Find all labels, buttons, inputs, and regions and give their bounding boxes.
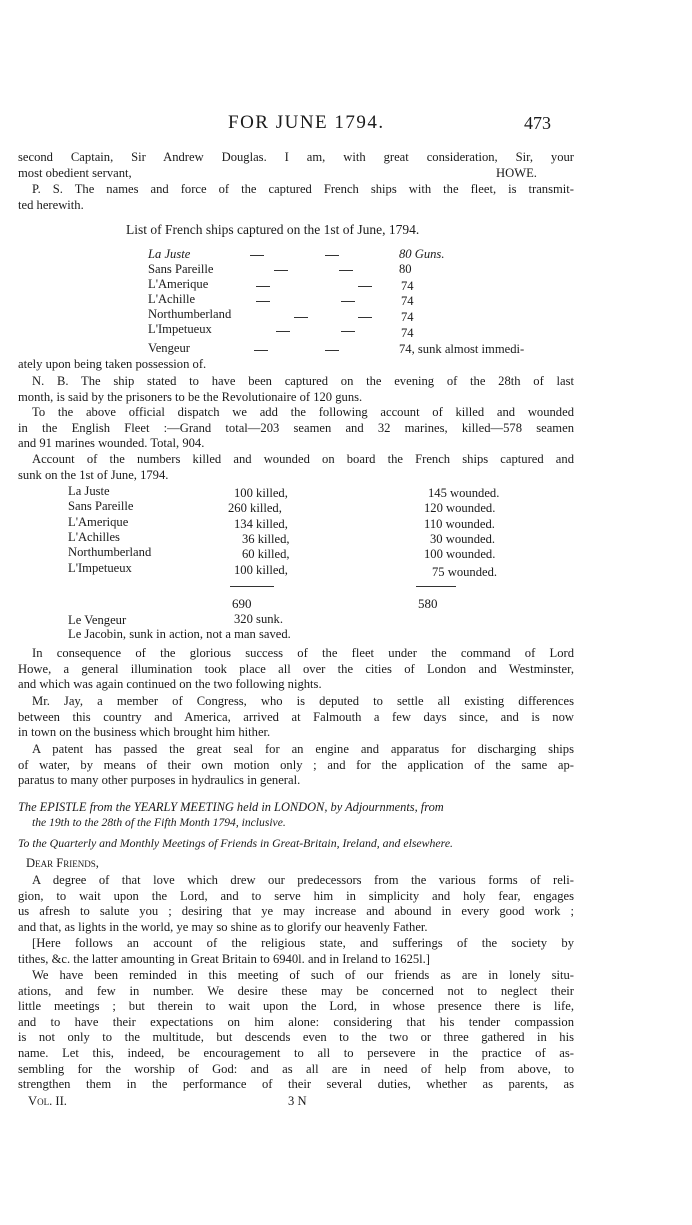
text-line: in the English Fleet :—Grand total—203 seamen and 32 marines, killed—578 seamen bbox=[18, 420, 574, 435]
epistle-paragraph bbox=[18, 873, 574, 935]
ship-guns: 80 Guns. bbox=[399, 247, 445, 261]
ship-guns: 74 bbox=[401, 310, 414, 324]
ship-guns: 74 bbox=[401, 294, 414, 308]
text-line: ations, and few in number. We desire these may be concerned not to neglect their bbox=[18, 983, 574, 998]
page-number: 473 bbox=[524, 113, 551, 133]
paragraph bbox=[18, 452, 574, 483]
postscript bbox=[18, 182, 574, 213]
letter-end bbox=[18, 150, 574, 181]
table-row-ship: L'Achilles bbox=[68, 530, 120, 544]
text-line: A patent has passed the great seal for an engine and apparatus for discharging ships bbox=[32, 742, 574, 756]
salutation: Dear Friends, bbox=[26, 856, 99, 870]
text-line: We have been reminded in this meeting of such of our friends as are in lonely situ- bbox=[32, 968, 574, 982]
text-line: A degree of that love which drew our predecessors from the various forms of reli- bbox=[32, 873, 574, 887]
volume-label: Vol. II. bbox=[28, 1094, 67, 1108]
text-line: sunk on the 1st of June, 1794. bbox=[18, 467, 169, 482]
text-line: tithes, &c. the latter amounting in Great Britain to 6940l. and in Ireland to 1625l.] bbox=[18, 951, 431, 966]
table-row-killed: 36 killed, bbox=[242, 532, 290, 546]
text-line: Howe, a general illumination took place all over the cities of London and Westminster, bbox=[18, 661, 574, 676]
table-row-wounded: 100 wounded. bbox=[424, 547, 496, 561]
signature-mark: 3 N bbox=[288, 1094, 307, 1108]
epistle-paragraph bbox=[18, 936, 574, 967]
text-line: In consequence of the glorious success of the fleet under the command of Lord bbox=[32, 646, 574, 660]
vengeur-note: 320 sunk. bbox=[234, 612, 283, 626]
epistle-paragraph bbox=[18, 968, 574, 1093]
jacobin-note: Le Jacobin, sunk in action, not a man saved. bbox=[68, 627, 291, 641]
text-line: To the above official dispatch we add the following account of killed and wounded bbox=[32, 405, 574, 419]
text-line: P. S. The names and force of the captured French ships with the fleet, is transmit- bbox=[32, 182, 574, 196]
text-line: and to have their expectations on him alone: considering that his tender compassion bbox=[18, 1014, 574, 1029]
table-row-killed: 134 killed, bbox=[234, 517, 288, 531]
table-row-wounded: 120 wounded. bbox=[424, 501, 496, 515]
ship-guns: 74 bbox=[401, 279, 414, 293]
heading-line: the 19th to the 28th of the Fifth Month 1794, inclusive. bbox=[32, 816, 286, 829]
text-line: is not only to the multitude, but descends even to the two or three gathered in his bbox=[18, 1030, 574, 1045]
paragraph bbox=[18, 405, 574, 452]
text-line: Account of the numbers killed and wounded on board the French ships captured and bbox=[32, 452, 574, 466]
text-line: of water, by means of their own motion only ; and for the application of the same ap- bbox=[18, 757, 574, 772]
text-line: in town on the business which brought him hither. bbox=[18, 725, 271, 740]
text-line: strengthen them in the performance of their several duties, whether as parents, as bbox=[18, 1077, 574, 1092]
table-row-ship: Sans Pareille bbox=[68, 499, 134, 513]
table-row-wounded: 30 wounded. bbox=[430, 532, 496, 546]
text-line: name. Let this, indeed, be encouragement to all to persevere in the practice of as- bbox=[18, 1045, 574, 1060]
ship-name: L'Amerique bbox=[148, 277, 209, 291]
epistle-heading bbox=[18, 800, 574, 830]
text-line: us afresh to salute you ; desiring that ye may increase and abound in every good work ; bbox=[18, 904, 574, 919]
table-row-wounded: 145 wounded. bbox=[428, 486, 500, 500]
paragraph bbox=[18, 646, 574, 693]
running-header: FOR JUNE 1794. bbox=[228, 112, 385, 133]
text-line: sembling for the worship of God: and as all are in need of help from above, to bbox=[18, 1061, 574, 1076]
heading-line: The EPISTLE from the YEARLY MEETING held in LONDON, by Adjournments, from bbox=[18, 800, 444, 814]
total-killed: 690 bbox=[232, 596, 252, 611]
ship-name: La Juste bbox=[148, 247, 191, 261]
ship-name: Northumberland bbox=[148, 307, 232, 321]
text-line: ted herewith. bbox=[18, 197, 84, 212]
vengeur-ship: Le Vengeur bbox=[68, 613, 127, 627]
ship-list-continuation bbox=[18, 357, 574, 373]
table-row-ship: L'Amerique bbox=[68, 515, 129, 529]
text-line: ately upon being taken possession of. bbox=[18, 357, 207, 371]
paragraph bbox=[18, 742, 574, 789]
paragraph bbox=[18, 374, 574, 405]
table-row-wounded: 75 wounded. bbox=[432, 565, 498, 579]
text-line: second Captain, Sir Andrew Douglas. I am, with great consideration, Sir, your bbox=[18, 150, 574, 164]
text-line: month, is said by the prisoners to be the Revolutionaire of 120 guns. bbox=[18, 389, 363, 404]
ship-name: Sans Pareille bbox=[148, 262, 214, 276]
text-line: between this country and America, arrived at Falmouth a few days since, and is now bbox=[18, 709, 574, 724]
text-line: N. B. The ship stated to have been captured on the evening of the 28th of last bbox=[32, 374, 574, 388]
epistle-subheading: To the Quarterly and Monthly Meetings of Friends in Great-Britain, Ireland, and elsewhere. bbox=[18, 836, 454, 850]
total-wounded: 580 bbox=[418, 596, 438, 611]
table-row-killed: 100 killed, bbox=[234, 486, 288, 500]
ship-name: L'Achille bbox=[148, 292, 196, 306]
table-row-killed: 260 killed, bbox=[228, 501, 282, 515]
ship-guns: 74, sunk almost immedi- bbox=[399, 342, 525, 356]
signature: HOWE. bbox=[496, 166, 537, 180]
page bbox=[18, 0, 574, 1225]
ship-name: Vengeur bbox=[148, 341, 190, 355]
table-row-ship: L'Impetueux bbox=[68, 561, 132, 575]
text-line: and 91 marines wounded. Total, 904. bbox=[18, 436, 205, 451]
text-line: most obedient servant, bbox=[18, 165, 132, 180]
ship-list-title: List of French ships captured on the 1st of June, 1794. bbox=[126, 222, 420, 237]
table-row-wounded: 110 wounded. bbox=[424, 517, 495, 531]
paragraph bbox=[18, 694, 574, 741]
table-row-ship: La Juste bbox=[68, 484, 110, 498]
text-line: and that, as lights in the world, ye may so shine as to glorify our heavenly Father. bbox=[18, 919, 428, 934]
ship-guns: 74 bbox=[401, 326, 414, 340]
ship-name: L'Impetueux bbox=[148, 322, 212, 336]
text-line: and which was again continued on the two following nights. bbox=[18, 677, 322, 692]
text-line: Mr. Jay, a member of Congress, who is deputed to settle all existing differences bbox=[32, 694, 574, 708]
text-line: [Here follows an account of the religious state, and sufferings of the society by bbox=[32, 936, 574, 950]
text-line: gion, to wait upon the Lord, and to serve him in simplicity and holy fear, engages bbox=[18, 888, 574, 903]
table-row-killed: 60 killed, bbox=[242, 547, 290, 561]
table-row-killed: 100 killed, bbox=[234, 563, 288, 577]
table-row-ship: Northumberland bbox=[68, 545, 152, 559]
ship-guns: 80 bbox=[399, 262, 412, 276]
text-line: paratus to many other purposes in hydraulics in general. bbox=[18, 773, 301, 788]
text-line: little meetings ; but therein to wait upon the Lord, in whose presence there is life, bbox=[18, 999, 574, 1014]
